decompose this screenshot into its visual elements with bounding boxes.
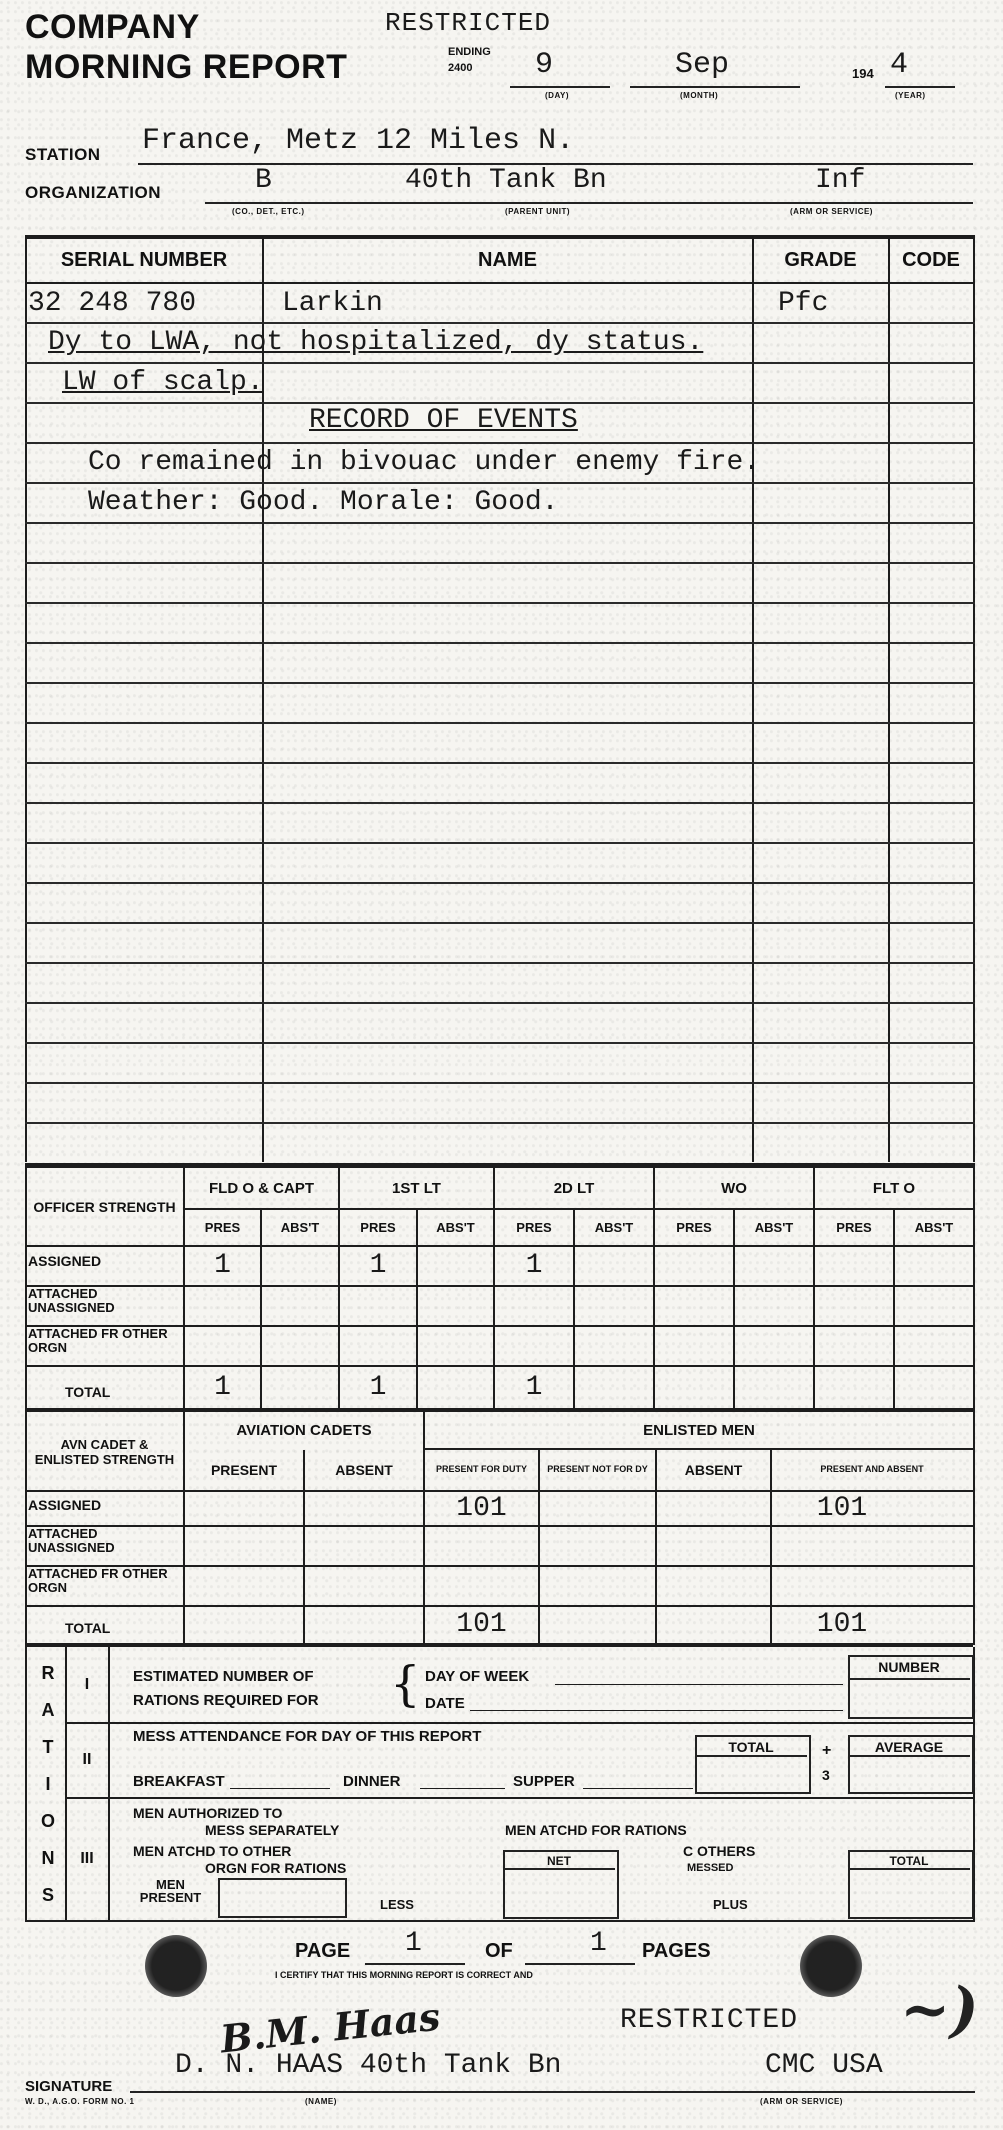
signature-label: SIGNATURE bbox=[25, 2078, 113, 2095]
plus-word-label: PLUS bbox=[713, 1897, 748, 1912]
entry-serial: 32 248 780 bbox=[28, 288, 197, 319]
binder-hole-left-icon bbox=[145, 1935, 207, 1997]
classification-bottom: RESTRICTED bbox=[620, 2005, 799, 2036]
breakfast-label: BREAKFAST bbox=[133, 1773, 225, 1790]
men-present-label: MEN PRESENT bbox=[139, 1877, 202, 1905]
event-line1: Co remained in bivouac under enemy fire. bbox=[88, 447, 761, 478]
officer-total-1lt-pres: 1 bbox=[369, 1371, 387, 1403]
ration-number-label: NUMBER bbox=[848, 1659, 970, 1680]
present-and-absent-header: PRESENT AND ABSENT bbox=[820, 1464, 924, 1475]
form-title-line2: MORNING REPORT bbox=[25, 48, 348, 86]
enlisted-total-present-and-absent: 101 bbox=[816, 1609, 868, 1640]
officer-assigned-1lt-pres: 1 bbox=[369, 1250, 387, 1281]
entry-grade: Pfc bbox=[778, 288, 829, 319]
signature-arm-caption: (ARM OR SERVICE) bbox=[760, 2097, 843, 2106]
officer-abst-header-5: ABS'T bbox=[914, 1220, 954, 1235]
present-for-duty-header: PRESENT FOR DUTY bbox=[435, 1464, 527, 1475]
enlisted-absent-header: ABSENT bbox=[684, 1461, 743, 1478]
officer-abst-header-4: ABS'T bbox=[754, 1220, 794, 1235]
officer-abst-header-3: ABS'T bbox=[594, 1220, 634, 1235]
enlisted-row-assigned-label: ASSIGNED bbox=[28, 1497, 102, 1513]
organization-label: ORGANIZATION bbox=[25, 183, 162, 202]
name-header: NAME bbox=[478, 248, 537, 271]
day-caption: (DAY) bbox=[545, 91, 569, 100]
entry-remark-line2: LW of scalp. bbox=[62, 367, 264, 398]
supper-label: SUPPER bbox=[513, 1773, 575, 1790]
avn-absent-header: ABSENT bbox=[335, 1462, 393, 1478]
mess-attendance-label: MESS ATTENDANCE FOR DAY OF THIS REPORT bbox=[133, 1728, 482, 1745]
men-atchd-other-label: MEN ATCHD TO OTHER bbox=[133, 1843, 292, 1859]
dinner-label: DINNER bbox=[343, 1773, 401, 1790]
estimated-number-label: ESTIMATED NUMBER OF bbox=[133, 1668, 314, 1685]
officer-group-wo: WO bbox=[721, 1179, 747, 1197]
total-pages: 1 bbox=[590, 1928, 607, 1959]
station-value: France, Metz 12 Miles N. bbox=[142, 124, 575, 158]
report-day: 9 bbox=[535, 48, 554, 82]
of-label: OF bbox=[485, 1940, 513, 1962]
year-prefix: 194 bbox=[852, 66, 874, 81]
officer-total-fld-pres: 1 bbox=[214, 1371, 231, 1403]
page-label: PAGE bbox=[295, 1940, 351, 1962]
officer-group-fld-o-capt: FLD O & CAPT bbox=[209, 1179, 314, 1197]
handwritten-signature: B.M. Haas bbox=[218, 1993, 443, 2062]
enlisted-assigned-present-and-absent: 101 bbox=[816, 1492, 868, 1524]
pages-label: PAGES bbox=[642, 1940, 711, 1962]
mess-average-label: AVERAGE bbox=[848, 1739, 970, 1757]
report-month: Sep bbox=[675, 48, 730, 82]
officer-pres-header-4: PRES bbox=[676, 1220, 712, 1235]
year-caption: (YEAR) bbox=[895, 91, 926, 100]
officer-pres-header-5: PRES bbox=[836, 1220, 872, 1235]
mess-separately-label: MESS SEPARATELY bbox=[205, 1822, 340, 1838]
orgn-for-rations-label: ORGN FOR RATIONS bbox=[205, 1860, 347, 1876]
signer-arm-service: CMC USA bbox=[765, 2050, 883, 2081]
code-header: CODE bbox=[902, 248, 960, 271]
classification-top: RESTRICTED bbox=[385, 8, 552, 38]
binder-hole-right-icon bbox=[800, 1935, 862, 1997]
rations-section-iii: III bbox=[80, 1850, 94, 1867]
handwritten-mark: ~) bbox=[900, 1975, 979, 2045]
rations-section-i: I bbox=[84, 1676, 90, 1693]
company-caption: (CO., DET., ETC.) bbox=[232, 207, 305, 216]
net-label: NET bbox=[503, 1854, 615, 1870]
officer-assigned-2lt-pres: 1 bbox=[525, 1250, 543, 1281]
officer-strength-label: OFFICER STRENGTH bbox=[33, 1199, 176, 1216]
enlisted-assigned-present-for-duty: 101 bbox=[456, 1492, 507, 1524]
event-line2: Weather: Good. Morale: Good. bbox=[88, 487, 559, 518]
officer-row-total-label: TOTAL bbox=[65, 1384, 111, 1400]
ending-time: 2400 bbox=[448, 62, 473, 74]
officer-abst-header-1: ABS'T bbox=[280, 1220, 320, 1235]
signature-name-caption: (NAME) bbox=[305, 2097, 337, 2106]
officer-total-2lt-pres: 1 bbox=[525, 1371, 543, 1403]
entry-name: Larkin bbox=[282, 288, 383, 319]
certification-text: I CERTIFY THAT THIS MORNING REPORT IS CORRECT AND bbox=[275, 1970, 533, 1980]
officer-row-attached-other-label: ATTACHED FR OTHER ORGN bbox=[28, 1326, 168, 1356]
less-label: LESS bbox=[380, 1897, 414, 1912]
officer-abst-header-2: ABS'T bbox=[436, 1220, 475, 1235]
entry-remark-line1: Dy to LWA, not hospitalized, dy status. bbox=[48, 327, 704, 358]
mess-total-label: TOTAL bbox=[695, 1739, 807, 1757]
grade-header: GRADE bbox=[784, 248, 857, 271]
enlisted-total-present-for-duty: 101 bbox=[456, 1609, 507, 1640]
officer-row-assigned-label: ASSIGNED bbox=[28, 1253, 102, 1269]
organization-arm: Inf bbox=[815, 165, 866, 196]
men-authorized-label: MEN AUTHORIZED TO bbox=[133, 1805, 283, 1821]
rations-section-ii: II bbox=[82, 1751, 92, 1768]
date-label: DATE bbox=[425, 1695, 465, 1712]
form-number: W. D., A.G.O. FORM NO. 1 bbox=[25, 2097, 135, 2106]
enlisted-row-attached-unassigned-label: ATTACHED UNASSIGNED bbox=[28, 1526, 115, 1556]
c-others-label: C OTHERS bbox=[683, 1843, 756, 1859]
enlisted-strength-label: AVN CADET & ENLISTED STRENGTH bbox=[34, 1437, 175, 1467]
plus-sign: + bbox=[822, 1742, 832, 1759]
officer-group-1st-lt: 1ST LT bbox=[392, 1179, 441, 1197]
men-atchd-for-rations-label: MEN ATCHD FOR RATIONS bbox=[505, 1822, 687, 1838]
serial-number-header: SERIAL NUMBER bbox=[60, 248, 228, 271]
brace-glyph: { bbox=[390, 1656, 421, 1712]
avn-present-header: PRESENT bbox=[210, 1462, 278, 1478]
rations-total-label: TOTAL bbox=[848, 1854, 970, 1870]
parent-unit-caption: (PARENT UNIT) bbox=[505, 207, 571, 216]
officer-pres-header-2: PRES bbox=[360, 1220, 396, 1235]
men-present-box[interactable] bbox=[218, 1878, 347, 1918]
enlisted-row-total-label: TOTAL bbox=[65, 1620, 111, 1636]
month-caption: (MONTH) bbox=[680, 91, 719, 100]
day-of-week-label: DAY OF WEEK bbox=[425, 1668, 530, 1685]
rations-required-label: RATIONS REQUIRED FOR bbox=[133, 1692, 319, 1709]
officer-row-attached-unassigned-label: ATTACHED UNASSIGNED bbox=[28, 1286, 115, 1316]
report-year: 4 bbox=[890, 48, 909, 82]
enlisted-row-attached-other-label: ATTACHED FR OTHER ORGN bbox=[28, 1566, 168, 1596]
organization-parent-unit: 40th Tank Bn bbox=[405, 165, 607, 196]
officer-group-2d-lt: 2D LT bbox=[553, 1179, 595, 1197]
arm-caption: (ARM OR SERVICE) bbox=[790, 207, 873, 216]
divide-by-three: 3 bbox=[822, 1767, 830, 1783]
form-title-line1: COMPANY bbox=[25, 8, 200, 46]
enlisted-men-header: ENLISTED MEN bbox=[643, 1421, 755, 1439]
organization-company: B bbox=[255, 165, 272, 196]
officer-assigned-fld-pres: 1 bbox=[214, 1250, 231, 1281]
page-number: 1 bbox=[405, 1928, 422, 1959]
officer-pres-header-1: PRES bbox=[204, 1220, 241, 1235]
rations-side-label: R A T I O N S bbox=[40, 1663, 55, 1905]
officer-group-flt-o: FLT O bbox=[872, 1179, 916, 1197]
officer-pres-header-3: PRES bbox=[516, 1220, 552, 1235]
ending-label: ENDING bbox=[448, 46, 491, 58]
aviation-cadets-header: AVIATION CADETS bbox=[236, 1421, 372, 1439]
present-not-for-duty-header: PRESENT NOT FOR DY bbox=[547, 1464, 648, 1475]
station-label: STATION bbox=[25, 145, 101, 164]
record-of-events-heading: RECORD OF EVENTS bbox=[305, 405, 582, 436]
messed-label: MESSED bbox=[687, 1862, 734, 1874]
signer-name: D. N. HAAS 40th Tank Bn bbox=[175, 2050, 562, 2081]
